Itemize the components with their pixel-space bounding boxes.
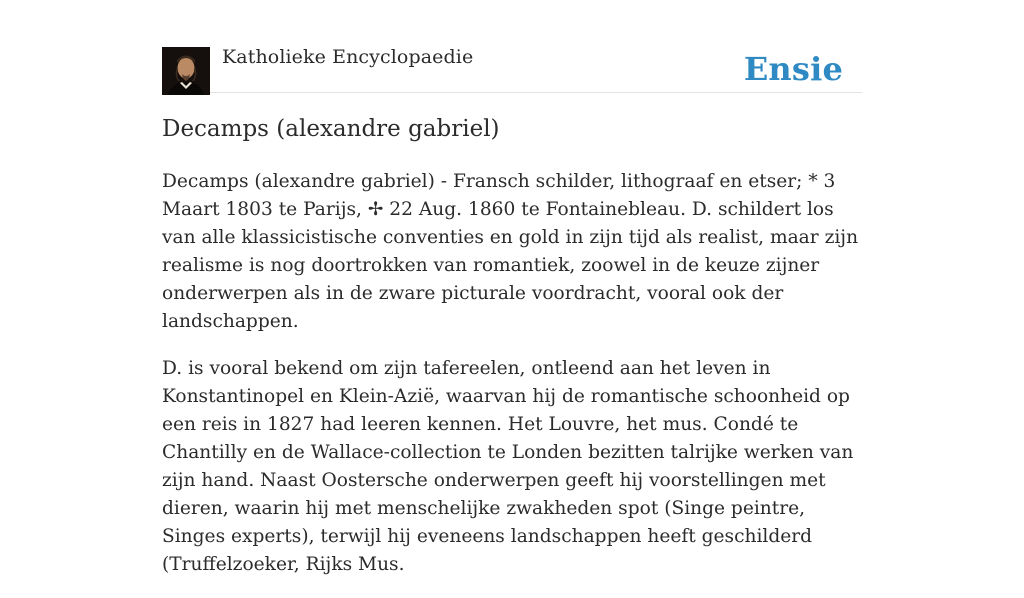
article-paragraph: D. is vooral bekend om zijn tafereelen, ontleend aan het leven in Konstantinopel en Klein-Azië, waarvan hij de romantische schoonheid op een reis in 1827 had leeren kennen. Het Louvre, het mus. Condé te Chantilly en de Wallace-collection te Londen bezitten talrijke werken van zijn hand. Naast Oostersche onderwerpen geeft hij voorstellingen met dieren, waarin hij met menschelijke zwakheden spot (Singe peintre, Singes experts), terwijl hij eveneens landschappen heeft geschilderd (Truffelzoeker, Rijks Mus. — [162, 358, 854, 575]
article-title: Decamps (alexandre gabriel) — [162, 116, 500, 142]
article-paragraph: Decamps (alexandre gabriel) - Fransch schilder, lithograaf en etser; * 3 Maart 1803 te Parijs, ✢ 22 Aug. 1860 te Fontainebleau. D. schildert los van alle klassicistische conventies en gold in zijn tijd als realist, maar zijn realisme is nog doortrokken van romantiek, zoowel in de keuze zijner onderwerpen als in de zware picturale voordracht, vooral ook der landschappen. — [162, 171, 859, 332]
source-avatar[interactable] — [162, 47, 210, 95]
source-name[interactable]: Katholieke Encyclopaedie — [222, 46, 474, 68]
portrait-icon — [162, 47, 210, 95]
article-body — [162, 168, 862, 598]
page — [162, 0, 862, 575]
header — [162, 0, 862, 93]
ensie-logo[interactable]: Ensie — [743, 50, 843, 88]
